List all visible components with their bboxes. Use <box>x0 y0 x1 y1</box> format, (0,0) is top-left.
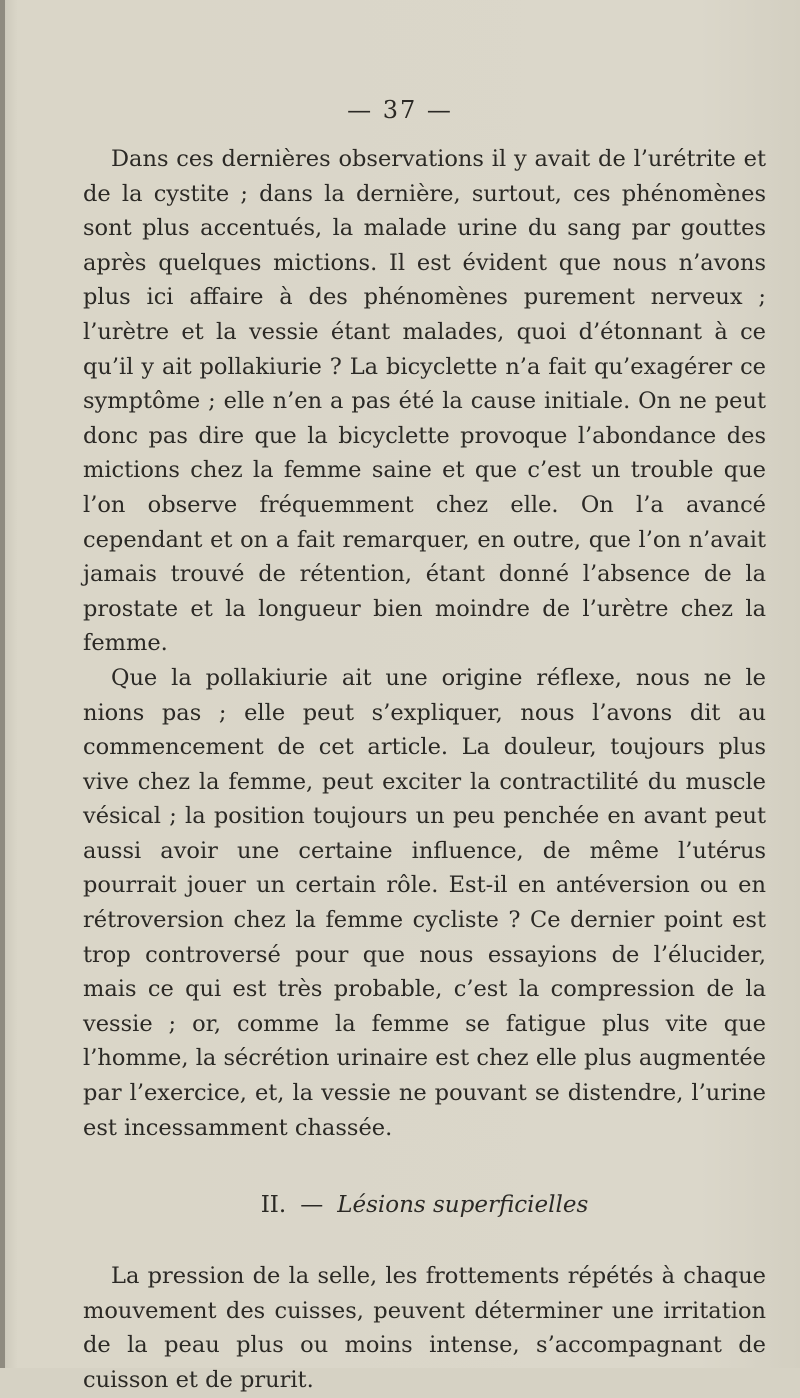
section-heading <box>83 1189 766 1221</box>
paragraph-observations: Dans ces dernières observations il y avait de l’urétrite et de la cystite ; dans la dernière, surtout, ces phénomènes sont plus accentués, la malade urine du sang par gouttes après quelques mictions. Il est évident que nous n’avons plus ici affaire à des phénomènes purement nerveux ; l’urètre et la vessie étant malades, quoi d’étonnant à ce qu’il y ait pollakiurie ? La bicyclette n’a fait qu’exagérer ce symptôme ; elle n’en a pas été la cause initiale. On ne peut donc pas dire que la bicyclette provoque l’abondance des mictions chez la femme saine et que c’est un trouble que l’on observe fréquemment chez elle. On l’a avancé cependant et on a fait remarquer, en outre, que l’on n’avait jamais trouvé de rétention, étant donné l’absence de la prostate et la longueur bien moindre de l’urètre chez la femme. <box>83 146 766 657</box>
paragraph-pollakiurie: Que la pollakiurie ait une origine réflexe, nous ne le nions pas ; elle peut s’expliquer, nous l’avons dit au commencement de cet article. La douleur, toujours plus vive chez la femme, peut exciter la contractilité du muscle vésical ; la position toujours un peu penchée en avant peut aussi avoir une certaine influence, de même l’utérus pourrait jouer un certain rôle. Est-il en antéversion ou en rétroversion chez la femme cycliste ? Ce dernier point est trop controversé pour que nous essayions de l’élucider, mais ce qui est très probable, c’est la compression de la vessie ; or, comme la femme se fatigue plus vite que l’homme, la sécrétion urinaire est chez elle plus augmentée par l’exercice, et, la vessie ne pouvant se distendre, l’urine est incessamment chassée. <box>83 664 766 1141</box>
section-title: Lésions superficielles <box>337 1192 589 1219</box>
page-number: — 37 — <box>347 96 453 124</box>
page-body <box>83 142 766 1398</box>
section-number: II. <box>260 1192 287 1219</box>
section-dash: — <box>300 1192 324 1219</box>
paragraph-pression-selle: La pression de la selle, les frottements répétés à chaque mouvement des cuisses, peuvent déterminer une irritation de la peau plus ou moins intense, s’accompagnant de cuisson et de prurit. <box>83 1263 766 1393</box>
page-binding-edge <box>0 0 5 1368</box>
